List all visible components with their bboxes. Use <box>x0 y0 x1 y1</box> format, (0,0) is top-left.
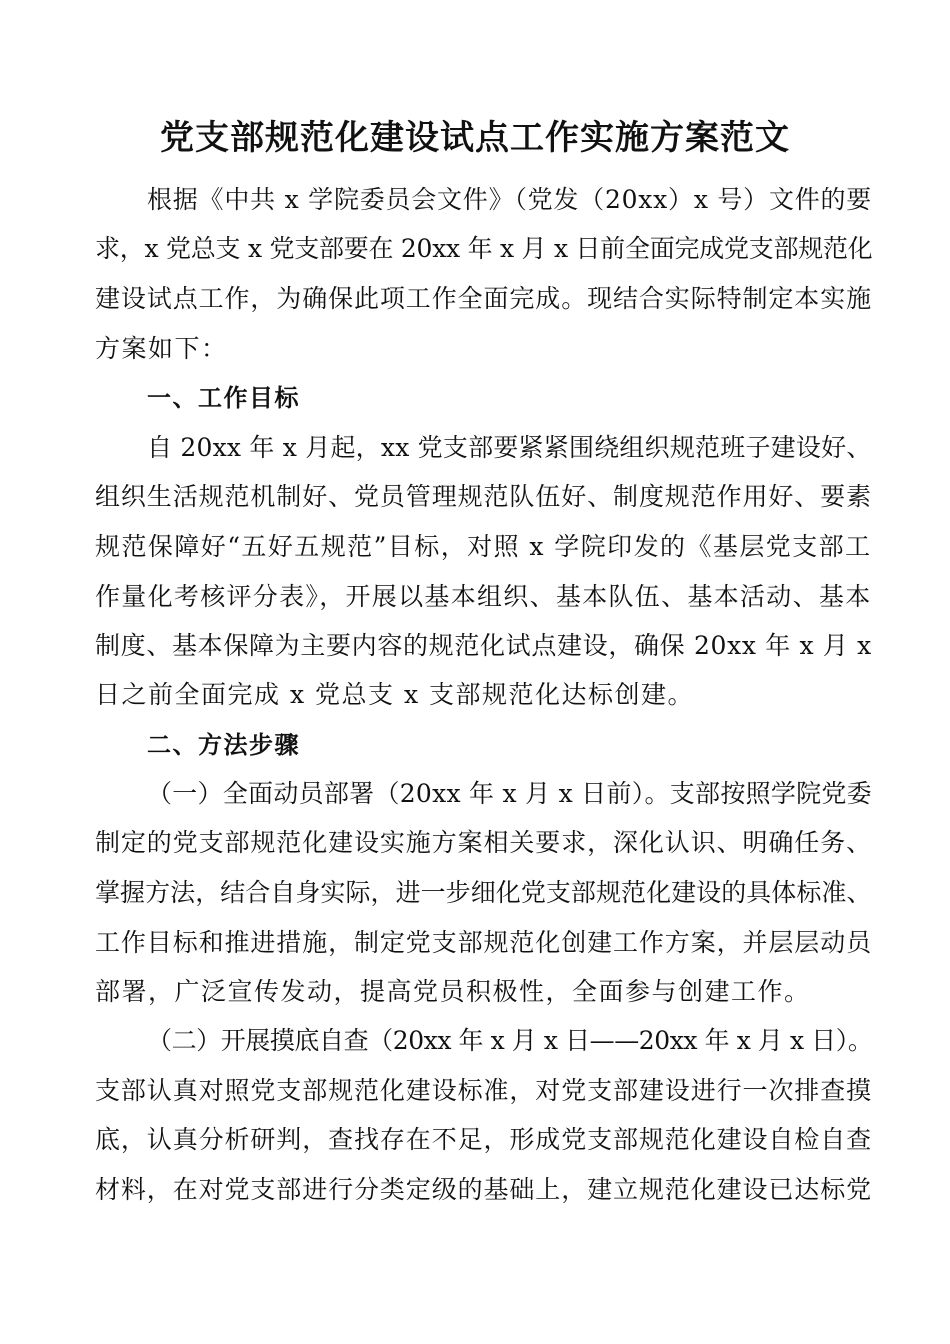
step1-line-1: （一）全面动员部署（20xx 年 x 月 x 日前）。支部按照学院党委 <box>147 779 872 808</box>
document-title: 党支部规范化建设试点工作实施方案范文 <box>160 118 790 158</box>
goals-line-2: 组织生活规范机制好、党员管理规范队伍好、制度规范作用好、要素 <box>95 482 873 511</box>
step1-line-2: 制定的党支部规范化建设实施方案相关要求，深化认识、明确任务、 <box>95 828 873 857</box>
goals-line-1: 自 20xx 年 x 月起，xx 党支部要紧紧围绕组织规范班子建设好、 <box>147 433 872 462</box>
section-heading-work-goals: 一、工作目标 <box>147 384 300 412</box>
step1-line-4: 工作目标和推进措施，制定党支部规范化创建工作方案，并层层动员 <box>95 928 873 957</box>
goals-line-6: 日之前全面完成 x 党总支 x 支部规范化达标创建。 <box>95 680 694 709</box>
step2-line-2: 支部认真对照党支部规范化建设标准，对党支部建设进行一次排查摸 <box>95 1076 873 1105</box>
step1-line-5: 部署，广泛宣传发动，提高党员积极性，全面参与创建工作。 <box>95 977 811 1006</box>
goals-line-4: 作量化考核评分表》，开展以基本组织、基本队伍、基本活动、基本 <box>95 582 872 611</box>
intro-line-1: 根据《中共 x 学院委员会文件》（党发（20xx）x 号）文件的要 <box>147 185 873 214</box>
step1-line-3: 掌握方法，结合自身实际，进一步细化党支部规范化建设的具体标准、 <box>95 878 872 907</box>
section-heading-methods-steps: 二、方法步骤 <box>147 731 300 759</box>
step2-line-1: （二）开展摸底自查（20xx 年 x 月 x 日——20xx 年 x 月 x 日）。 <box>147 1026 873 1055</box>
intro-line-3: 建设试点工作，为确保此项工作全面完成。现结合实际特制定本实施 <box>95 284 873 313</box>
step2-line-3: 底，认真分析研判，查找存在不足，形成党支部规范化建设自检自查 <box>95 1125 873 1154</box>
step2-line-4: 材料，在对党支部进行分类定级的基础上，建立规范化建设已达标党 <box>95 1175 873 1204</box>
goals-line-3: 规范保障好“五好五规范”目标，对照 x 学院印发的《基层党支部工 <box>95 532 872 561</box>
goals-line-5: 制度、基本保障为主要内容的规范化试点建设，确保 20xx 年 x 月 x <box>95 631 872 660</box>
intro-line-2: 求，x 党总支 x 党支部要在 20xx 年 x 月 x 日前全面完成党支部规范化 <box>95 234 873 263</box>
intro-line-4: 方案如下： <box>95 334 228 363</box>
